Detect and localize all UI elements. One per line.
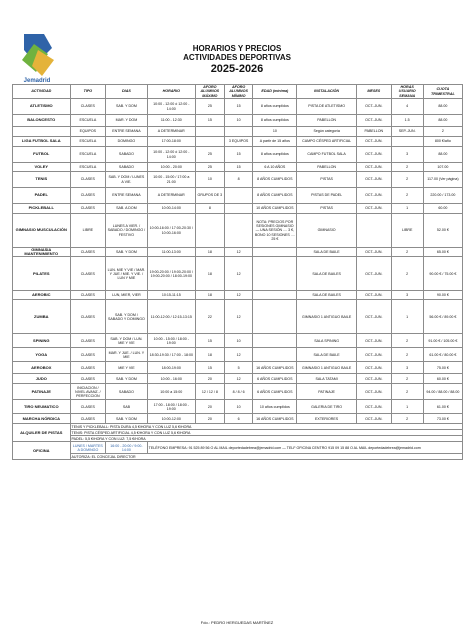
table-cell: 60.00 <box>423 204 462 214</box>
table-cell: 10:00 - 12:00 ó 12:00 - 14:00 <box>147 99 195 115</box>
table-cell: 2 <box>423 127 462 137</box>
table-cell: 56.00 € / 89.00 € <box>423 300 462 334</box>
table-cell: 10 <box>253 127 297 137</box>
table-cell: 8 AÑOS CUMPLIDOS <box>253 188 297 204</box>
activity-name: TIRO NEUMATICO <box>13 400 71 414</box>
rental-line: TENIS: PISTA CÉSPED ARTIFICIAL 4,5 €/HORA Y CON LUZ 5,6 €/HORA <box>70 430 462 436</box>
table-cell: CLASES <box>70 348 106 362</box>
table-cell: CLASES <box>70 257 106 291</box>
table-cell: 2 <box>391 248 423 257</box>
table-row <box>13 137 463 147</box>
table-cell <box>224 214 253 248</box>
table-row <box>13 348 463 362</box>
activity-name: AEROBIC <box>13 291 71 300</box>
table-cell: SALA DE BAILE <box>297 248 357 257</box>
table-cell: SABADO <box>106 163 147 172</box>
table-cell: 10 AÑOS CUMPLIDOS <box>253 204 297 214</box>
table-row <box>13 248 463 257</box>
table-cell: EQUIPOS <box>70 127 106 137</box>
office-label: OFICINA <box>13 442 71 460</box>
table-cell: OCT.-JUN. <box>357 248 392 257</box>
table-cell: 15 <box>195 362 224 374</box>
activity-name: FUTBOL <box>13 147 71 163</box>
table-cell <box>253 257 297 291</box>
table-cell: 25 <box>195 163 224 172</box>
table-cell: SAB. Y DOM <box>106 99 147 115</box>
col-header: AFORO ALUMNOS MÁXIMO <box>195 85 224 99</box>
table-cell: 10:00 - 12:00 ó 12:00 - 14:00 <box>147 147 195 163</box>
table-cell: ESCUELA <box>70 147 106 163</box>
table-cell: 2 <box>391 348 423 362</box>
table-cell: 6 AÑOS CUMPLIDOS <box>253 384 297 400</box>
table-cell: 2 <box>391 257 423 291</box>
table-cell: PISTAS <box>297 172 357 188</box>
table-cell <box>195 127 224 137</box>
table-cell: INICIACION / NIVEL AVANZ. / PERFECCION <box>70 384 106 400</box>
table-cell: 15 <box>195 115 224 127</box>
table-cell: LUN, MIER, VIER <box>106 291 147 300</box>
table-cell: OCT.-JUN. <box>357 384 392 400</box>
table-cell: GRUPOS DE 3 <box>195 188 224 204</box>
table-cell: OCT.-JUN. <box>357 172 392 188</box>
table-cell: 3 <box>391 362 423 374</box>
table-cell: CLASES <box>70 248 106 257</box>
table-cell: OCT.-JUN. <box>357 414 392 424</box>
title-block <box>0 44 474 76</box>
table-row <box>13 99 463 115</box>
table-cell: PISTAS DE PADEL <box>297 188 357 204</box>
table-cell: 2 <box>391 163 423 172</box>
table-row <box>13 188 463 204</box>
table-header <box>13 85 463 99</box>
table-cell: OCT.-JUN. <box>357 362 392 374</box>
table-row <box>13 172 463 188</box>
table-cell <box>357 214 392 248</box>
table-cell: 3 <box>391 147 423 163</box>
table-cell: 10:15-11:15 <box>147 291 195 300</box>
table-cell: CLASES <box>70 414 106 424</box>
table-cell: 10:00-16:00 / 17:00-20:30 / 10:00-16:00 <box>147 214 195 248</box>
table-cell: PISTAS <box>297 204 357 214</box>
activity-name: AEROBOX <box>13 362 71 374</box>
table-cell: SALA DE BAILES <box>297 291 357 300</box>
table-cell: 2 <box>391 384 423 400</box>
table-cell: SAB. A DOM <box>106 204 147 214</box>
table-cell: 22 <box>195 300 224 334</box>
table-cell: 61.00 € / 80.00 € <box>423 348 462 362</box>
activity-name: PATINAJE <box>13 384 71 400</box>
table-cell: 91.00 € / 105.00 € <box>423 334 462 348</box>
table-cell: 17:00 - 18:00 / 18:00 - 19:00 <box>147 400 195 414</box>
table-cell: 90.00 € <box>423 291 462 300</box>
table-cell: CLASES <box>70 400 106 414</box>
activity-name <box>13 127 71 137</box>
table-cell: 10:00 - 20:00 <box>147 163 195 172</box>
table-cell: OCT.-JUN. <box>357 334 392 348</box>
activity-name: PILATES <box>13 257 71 291</box>
col-header: HORARIO <box>147 85 195 99</box>
table-cell: 8 <box>195 204 224 214</box>
table-cell: 1.5 <box>391 115 423 127</box>
table-cell: ENTRE SEMANA <box>106 127 147 137</box>
table-cell: 117.00 (Ver página) <box>423 172 462 188</box>
activity-name: BALONCESTO <box>13 115 71 127</box>
table-cell: 12 <box>224 374 253 384</box>
table-cell: 52.00 € <box>423 214 462 248</box>
table-cell: 75.00 € <box>423 362 462 374</box>
table-cell: 10 <box>224 334 253 348</box>
signature: Fdo.: PEDRO HERGUEDAS MARTÍNEZ <box>200 620 274 625</box>
table-cell: CLASES <box>70 172 106 188</box>
col-header: HORAS USUARIO SEMANA <box>391 85 423 99</box>
table-cell: 10 años cumplidos <box>253 400 297 414</box>
table-cell: OCT.-JUN. <box>357 188 392 204</box>
table-cell: PABELLON <box>357 127 392 137</box>
table-cell: OCT.-JUN. <box>357 348 392 362</box>
table-cell: 20 <box>195 414 224 424</box>
table-row <box>13 214 463 248</box>
page-subtitle: ACTIVIDADES DEPORTIVAS <box>183 53 291 62</box>
table-cell: 8 años cumplidos <box>253 115 297 127</box>
table-cell: 2 <box>391 188 423 204</box>
table-cell: SAB. Y DOM / LUNES A VIE. <box>106 172 147 188</box>
table-cell: LUNES A VIER. / SABADO / DOMINGO / FESTIVO <box>106 214 147 248</box>
activity-name: YOGA <box>13 348 71 362</box>
table-cell: 10 <box>224 400 253 414</box>
table-cell: 18 <box>195 257 224 291</box>
table-cell: 10:00-12:00 <box>147 414 195 424</box>
table-cell: 18 <box>195 248 224 257</box>
table-cell: CLASES <box>70 188 106 204</box>
table-cell: SAB. Y DOM / SABADO Y DOMINGO <box>106 300 147 334</box>
table-cell: 10 <box>195 172 224 188</box>
table-cell: 1 <box>391 400 423 414</box>
col-header: TIPO <box>70 85 106 99</box>
table-cell: SALA TATAMI <box>297 374 357 384</box>
table-cell <box>391 137 423 147</box>
table-cell: SAB. Y DOM <box>106 248 147 257</box>
table-cell: OCT.-JUN. <box>357 99 392 115</box>
table-row <box>13 204 463 214</box>
table-cell: 18:00-19:00 <box>147 362 195 374</box>
table-cell: 90.00 € / 75.00 € <box>423 257 462 291</box>
table-cell <box>195 214 224 248</box>
table-cell: 17:00-18:00 <box>147 137 195 147</box>
table-cell: 12 <box>224 291 253 300</box>
table-cell: 94.00 / 88.00 / 88.00 <box>423 384 462 400</box>
table-cell: 25 <box>195 147 224 163</box>
table-cell: GALERIA DE TIRO <box>297 400 357 414</box>
table-cell: 1 <box>391 300 423 334</box>
rental-line: TENIS Y PICKLEBALL: PISTA DURA 4,5 €/HORA Y CON LUZ 5,6 €/HORA <box>70 424 462 430</box>
activity-name: TENIS <box>13 172 71 188</box>
table-row <box>13 127 463 137</box>
table-cell <box>224 188 253 204</box>
table-cell: 107.00 <box>423 163 462 172</box>
table-row <box>13 163 463 172</box>
activity-name: JUDO <box>13 374 71 384</box>
col-header: DIAS <box>106 85 147 99</box>
table-cell: 3 <box>391 291 423 300</box>
table-cell: 8 años cumplidos <box>253 99 297 115</box>
table-cell: SABADO <box>106 147 147 163</box>
table-row <box>13 257 463 291</box>
table-cell: PISTA DE ATLETISMO <box>297 99 357 115</box>
table-cell: 73.00 € <box>423 414 462 424</box>
table-cell: 12 <box>224 300 253 334</box>
table-cell: CAMPO CÉSPED ARTIFICIAL <box>297 137 357 147</box>
col-header: AFORO ALUMNOS MÍNIMO <box>224 85 253 99</box>
activity-name: ATLETISMO <box>13 99 71 115</box>
table-cell: CLASES <box>70 374 106 384</box>
table-cell: 3 EQUIPOS <box>224 137 253 147</box>
table-cell: SAB. Y DOM <box>106 374 147 384</box>
page-title: HORARIOS Y PRECIOS <box>192 44 282 53</box>
table-cell: 12 <box>224 248 253 257</box>
office-row <box>13 454 463 460</box>
activity-name: SPINING <box>13 334 71 348</box>
table-cell: 8 <box>224 172 253 188</box>
activity-name: LIGA FUTBOL SALA <box>13 137 71 147</box>
activity-name: VOLEY <box>13 163 71 172</box>
activity-name: GIMNASIO MUSCULACIÓN <box>13 214 71 248</box>
table-cell: 20 <box>195 400 224 414</box>
table-cell: OCT.-JUN. <box>357 147 392 163</box>
col-header: MESES <box>357 85 392 99</box>
table-cell: 2 <box>391 374 423 384</box>
table-cell: Según categoría <box>297 127 357 137</box>
table-cell: SEP.-JUN. <box>391 127 423 137</box>
col-header: INSTALACIÓN <box>297 85 357 99</box>
table-row <box>13 400 463 414</box>
table-cell: 15 <box>224 147 253 163</box>
table-row <box>13 300 463 334</box>
table-cell <box>253 248 297 257</box>
table-cell: 88.00 <box>423 115 462 127</box>
activity-name: PADEL <box>13 188 71 204</box>
office-hours: 16:00 - 20:00 / 9:00-14:00 <box>106 442 147 454</box>
table-cell: 8 AÑOS CUMPLIDOS <box>253 172 297 188</box>
table-cell: 8 años cumplidos <box>253 147 297 163</box>
season: 2025-2026 <box>210 63 264 75</box>
table-cell: 16 AÑOS CUMPLIDOS <box>253 414 297 424</box>
table-cell: 16 AÑOS CUMPLIDOS <box>253 362 297 374</box>
table-cell: 6 A 10 AÑOS <box>253 163 297 172</box>
table-cell: OCT.-JUN. <box>357 257 392 291</box>
schedule-table <box>12 84 463 460</box>
table-cell: 18 <box>195 291 224 300</box>
table-row <box>13 362 463 374</box>
table-cell: 88.00 <box>423 99 462 115</box>
table-cell: PABELLON <box>297 163 357 172</box>
office-row <box>13 442 463 454</box>
table-cell: 61.00 € <box>423 400 462 414</box>
office-contact: TELÉFONO EMPRESA: 91 525 89 56 O AL MAIL deportedadebrea@jemadrid.com — TELF OFICINA CENTRO 915 09 15 88 O AL MAIL deportedadebrea@jemadrid.com <box>147 442 462 454</box>
table-cell: 2 <box>391 414 423 424</box>
table-cell: SABADO <box>106 384 147 400</box>
table-cell: 88.00 <box>423 147 462 163</box>
table-cell: SAB. Y DOM / LUN. MIE Y VIE <box>106 334 147 348</box>
table-row <box>13 147 463 163</box>
table-cell <box>253 334 297 348</box>
table-cell: ESCUELA <box>70 115 106 127</box>
table-cell: CLASES <box>70 300 106 334</box>
table-cell: 10:00 - 16:00 <box>147 374 195 384</box>
table-cell: 60.00 € <box>423 374 462 384</box>
table-cell: 10:00-14:00 <box>147 204 195 214</box>
activity-name: ZUMBA <box>13 300 71 334</box>
table-cell: CLASES <box>70 334 106 348</box>
table-cell: 12 <box>224 257 253 291</box>
table-cell: SALA DE BAILE <box>297 348 357 362</box>
table-row <box>13 414 463 424</box>
table-cell: SAB <box>106 400 147 414</box>
activity-name: MARCHA NÓRDICA <box>13 414 71 424</box>
table-row <box>13 115 463 127</box>
table-cell: SALA DE BAILES <box>297 257 357 291</box>
rental-line: PADEL: 5,5 €/HORA Y CON LUZ: 7,5 €/HORA <box>70 436 462 442</box>
table-cell: OCT.-JUN. <box>357 300 392 334</box>
table-cell: A partir de 15 años <box>253 137 297 147</box>
table-cell: LIBRE <box>70 214 106 248</box>
table-cell: CAMPO FUTBOL SALA <box>297 147 357 163</box>
table-cell: OCT.-JUN. <box>357 400 392 414</box>
table-cell <box>224 127 253 137</box>
table-cell: CLASES <box>70 99 106 115</box>
table-cell <box>195 137 224 147</box>
table-cell: LIBRE <box>391 214 423 248</box>
table-cell: 1 <box>391 204 423 214</box>
table-cell: 11:00 - 12:30 <box>147 115 195 127</box>
table-cell: 18:30-19:30 / 17:00 - 18:00 <box>147 348 195 362</box>
table-cell: 10:00 - 15:00 / 18:00 - 19:00 <box>147 334 195 348</box>
table-cell: OCT.-JUN. <box>357 291 392 300</box>
table-cell: 2 <box>391 172 423 188</box>
rental-label: ALQUILER DE PISTAS <box>13 424 71 442</box>
table-cell: 15 <box>224 99 253 115</box>
table-cell: CLASES <box>70 204 106 214</box>
table-cell <box>253 291 297 300</box>
table-cell: 4 <box>391 99 423 115</box>
table-cell: GIMNASIO 1 ANTIGUO BAILE <box>297 300 357 334</box>
table-cell: ESCUELA <box>70 163 106 172</box>
table-cell: 10 <box>224 115 253 127</box>
table-cell: PABELLON <box>297 115 357 127</box>
table-cell: SALA SPINING <box>297 334 357 348</box>
office-days: LUNES / MARTES A DOMINGO <box>70 442 106 454</box>
table-cell: 10:00 - 15:00 / 17:00 a 21:00 <box>147 172 195 188</box>
office-authorized: AUTORIZA: EL CONCEJAL DIRECTOR <box>70 454 462 460</box>
col-header: EDAD (mínima) <box>253 85 297 99</box>
table-cell: 65.00 € <box>423 248 462 257</box>
table-cell <box>253 348 297 362</box>
table-cell: OCT.-JUN. <box>357 374 392 384</box>
table-cell: 15 <box>195 334 224 348</box>
table-cell: SAB. Y DOM <box>106 414 147 424</box>
table-cell: DOMINGO <box>106 137 147 147</box>
table-cell: 12 / 12 / 8 <box>195 384 224 400</box>
table-cell: 19:00-20:00 / 19:00-20:00 / 19:00-20:00 / 18:00-19:00 <box>147 257 195 291</box>
table-cell: 18 <box>195 348 224 362</box>
table-cell: GIMNASIO <box>297 214 357 248</box>
table-cell: NOTA: PRECIOS POR SESIONES GIMNASIO — UNA SESIÓN .... 3 €, BONO 10 SESIONES .... 25 € <box>253 214 297 248</box>
table-cell: 8 / 8 / 6 <box>224 384 253 400</box>
table-cell: 25 <box>195 99 224 115</box>
table-cell: LUN. MIE Y VIE / MAR. Y JUE / MIE. Y VIE. / LUN Y MIE <box>106 257 147 291</box>
table-cell: OCT.-JUN. <box>357 163 392 172</box>
table-cell: EXTERIORES <box>297 414 357 424</box>
table-cell: CLASES <box>70 362 106 374</box>
table-body <box>13 99 463 460</box>
table-cell: A DETERMINAR <box>147 127 195 137</box>
table-cell: MIE Y VIE <box>106 362 147 374</box>
table-cell: CLASES <box>70 291 106 300</box>
logo-text: Jemadrid <box>23 78 51 84</box>
table-cell: 20 <box>195 374 224 384</box>
table-row <box>13 374 463 384</box>
table-cell: PATINAJE <box>297 384 357 400</box>
table-row <box>13 291 463 300</box>
table-cell: 5 <box>224 362 253 374</box>
table-cell: 12 <box>224 348 253 362</box>
table-cell: 800 €/año <box>423 137 462 147</box>
table-cell: MAR. Y DOM <box>106 115 147 127</box>
table-cell: 6 AÑOS CUMPLIDOS <box>253 374 297 384</box>
table-cell: ESCUELA <box>70 137 106 147</box>
table-cell: A DETERMINAR <box>147 188 195 204</box>
table-cell: 11:00-13:00 <box>147 248 195 257</box>
table-cell: 2 <box>391 334 423 348</box>
table-cell: 15 <box>224 163 253 172</box>
col-header: ACTIVIDAD <box>13 85 71 99</box>
table-cell: GIMNASIO 1 ANTIGUO BAILE <box>297 362 357 374</box>
table-cell: OCT.-JUN. <box>357 137 392 147</box>
table-cell: 220.00 / 173.00 <box>423 188 462 204</box>
table-cell: OCT.-JUN. <box>357 204 392 214</box>
table-cell: OCT.-JUN. <box>357 115 392 127</box>
table-row <box>13 334 463 348</box>
table-cell: 6 <box>224 414 253 424</box>
table-cell <box>253 300 297 334</box>
table-cell: ENTRE SEMANA <box>106 188 147 204</box>
activity-name: GIMNASIA MANTENIMIENTO <box>13 248 71 257</box>
table-cell: 11:00-12:00 / 12:15-13:15 <box>147 300 195 334</box>
table-cell: MAR. Y JUE. / LUN. Y MIE <box>106 348 147 362</box>
table-cell <box>224 204 253 214</box>
table-row <box>13 384 463 400</box>
col-header: CUOTA TRIMESTRAL <box>423 85 462 99</box>
table-cell: 10:00 a 15:00 <box>147 384 195 400</box>
activity-name: PICKLEBALL <box>13 204 71 214</box>
